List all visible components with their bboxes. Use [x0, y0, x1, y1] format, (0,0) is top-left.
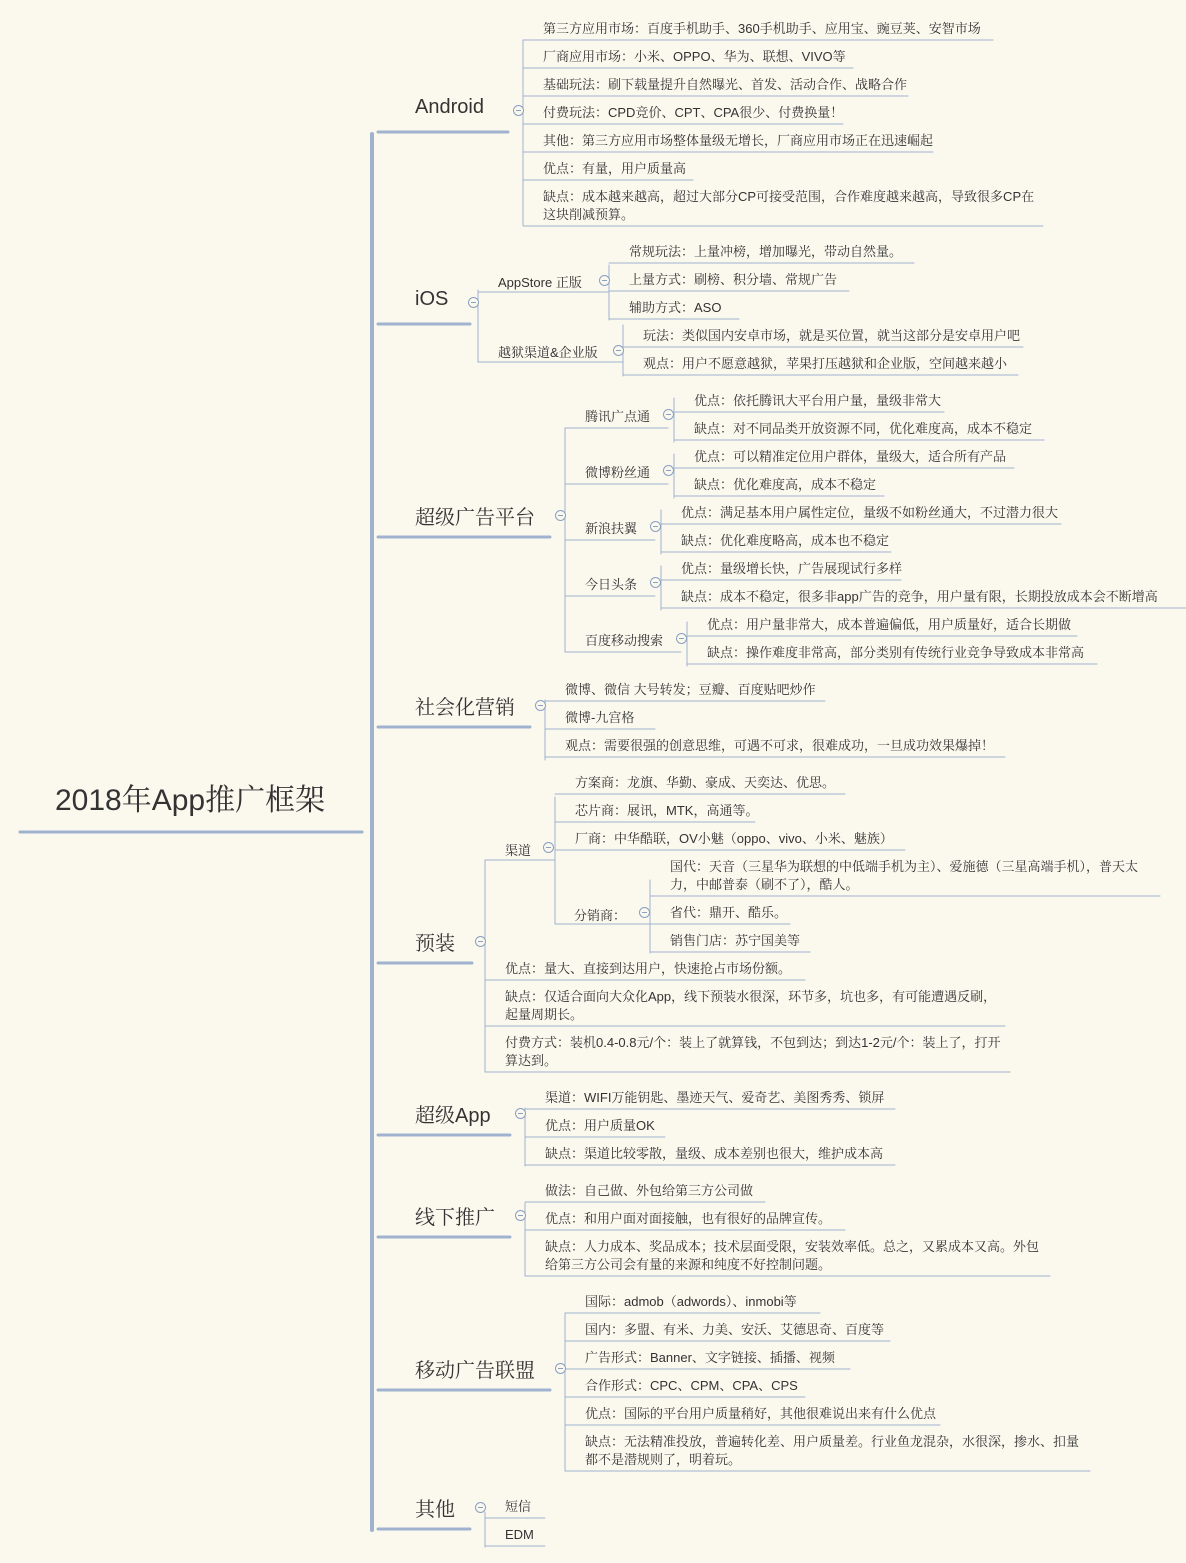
- branch-label-3: 社会化营销: [415, 697, 515, 719]
- adnetwork-leaf: 广告形式：Banner、文字链接、插播、视频: [585, 1350, 835, 1365]
- adnetwork-leaf: 优点：国际的平台用户质量稍好，其他很难说出来有什么优点: [585, 1406, 937, 1421]
- adnetwork-leaf: 国际：admob（adwords）、inmobi等: [585, 1294, 797, 1309]
- branch-label-4: 预装: [415, 933, 455, 955]
- preinstall-leaf: 优点：量大、直接到达用户，快速抢占市场份额。: [505, 961, 792, 976]
- adplatform-leaf: 缺点：优化难度略高，成本也不稳定: [681, 533, 890, 548]
- superapp-leaf: 渠道：WIFI万能钥匙、墨迹天气、爱奇艺、美图秀秀、锁屏: [545, 1090, 885, 1105]
- adplatform-leaf: 优点：用户量非常大，成本普遍偏低，用户质量好，适合长期做: [707, 617, 1072, 632]
- offline-leaf: 优点：和用户面对面接触，也有很好的品牌宣传。: [545, 1211, 832, 1226]
- collapse-superapp-icon[interactable]: [515, 1108, 526, 1119]
- adplatform-leaf: 优点：依托腾讯大平台用户量，量级非常大: [694, 393, 942, 408]
- offline-leaf: 缺点：人力成本、奖品成本；技术层面受限，安装效率低。总之，又累成本又高。外包给第三方公司会有量的来源和纯度不好控制问题。: [545, 1239, 1040, 1272]
- collapse-sub-icon[interactable]: [650, 577, 661, 588]
- adnetwork-leaf: 缺点：无法精准投放，普遍转化差、用户质量差。行业鱼龙混杂，水很深，掺水、扣量都不是潜规则了，明着玩。: [585, 1434, 1080, 1467]
- adplatform-sub: 今日头条: [585, 577, 638, 592]
- jailbreak-leaf: 观点：用户不愿意越狱，苹果打压越狱和企业版，空间越来越小: [643, 356, 1008, 371]
- appstore-leaf: 常规玩法：上量冲榜，增加曝光，带动自然量。: [629, 244, 903, 259]
- distributor-leaf: 省代：鼎开、酷乐。: [670, 905, 788, 920]
- collapse-appstore-icon[interactable]: [599, 275, 610, 286]
- ios-sub-appstore: AppStore 正版: [498, 275, 582, 290]
- distributor-leaf: 国代：天音（三星华为联想的中低端手机为主）、爱施德（三星高端手机），普天太力，中邮普泰（刷不了），酷人。: [670, 859, 1139, 892]
- branch-label-6: 线下推广: [415, 1207, 495, 1229]
- preinstall-leaf: 付费方式：装机0.4-0.8元/个：装上了就算钱，不包到达；到达1-2元/个：装上了，打开算达到。: [505, 1035, 1001, 1068]
- adplatform-leaf: 缺点：操作难度非常高，部分类别有传统行业竞争导致成本非常高: [707, 645, 1085, 660]
- collapse-offline-icon[interactable]: [515, 1210, 526, 1221]
- collapse-distributor-icon[interactable]: [639, 907, 650, 918]
- collapse-other-icon[interactable]: [475, 1502, 486, 1513]
- collapse-adplatform-icon[interactable]: [555, 510, 566, 521]
- social-leaf: 微博-九宫格: [565, 710, 635, 725]
- collapse-preinstall-icon[interactable]: [475, 936, 486, 947]
- adnetwork-leaf: 国内：多盟、有米、力美、安沃、艾德思奇、百度等: [585, 1322, 885, 1337]
- channel-leaf: 厂商：中华酷联，OV小魅（oppo、vivo、小米、魅族）: [575, 831, 893, 846]
- collapse-social-icon[interactable]: [535, 700, 546, 711]
- collapse-android-icon[interactable]: [513, 105, 524, 116]
- other-leaf: EDM: [505, 1527, 534, 1542]
- channel-leaf: 方案商：龙旗、华勤、豪成、天奕达、优思。: [575, 775, 836, 790]
- adplatform-leaf: 优点：可以精准定位用户群体，量级大，适合所有产品: [694, 449, 1007, 464]
- adplatform-sub: 新浪扶翼: [585, 521, 638, 536]
- branch-label-7: 移动广告联盟: [415, 1360, 535, 1382]
- social-leaf: 微博、微信 大号转发；豆瓣、百度贴吧炒作: [565, 682, 816, 697]
- collapse-sub-icon[interactable]: [650, 521, 661, 532]
- adplatform-sub: 百度移动搜索: [585, 633, 664, 648]
- android-leaf: 优点：有量，用户质量高: [543, 161, 687, 176]
- collapse-channel-icon[interactable]: [543, 842, 554, 853]
- social-leaf: 观点：需要很强的创意思维，可遇不可求，很难成功，一旦成功效果爆掉！: [565, 738, 995, 753]
- distributor-leaf: 销售门店：苏宁国美等: [670, 933, 801, 948]
- other-leaf: 短信: [505, 1499, 532, 1514]
- android-leaf: 缺点：成本越来越高，超过大部分CP可接受范围，合作难度越来越高，导致很多CP在这块削减预算。: [543, 189, 1035, 222]
- root-title: 2018年App推广框架: [55, 784, 326, 817]
- collapse-sub-icon[interactable]: [676, 633, 687, 644]
- collapse-sub-icon[interactable]: [663, 409, 674, 420]
- appstore-leaf: 上量方式：刷榜、积分墙、常规广告: [629, 272, 838, 287]
- preinstall-sub-channel: 渠道: [505, 843, 532, 858]
- adplatform-leaf: 缺点：成本不稳定，很多非app广告的竞争，用户量有限，长期投放成本会不断增高: [681, 589, 1158, 604]
- branch-label-1: iOS: [415, 288, 449, 310]
- branch-label-8: 其他: [415, 1499, 455, 1521]
- android-leaf: 厂商应用市场：小米、OPPO、华为、联想、VIVO等: [543, 49, 846, 64]
- collapse-sub-icon[interactable]: [663, 465, 674, 476]
- adplatform-sub: 腾讯广点通: [585, 409, 651, 424]
- adnetwork-leaf: 合作形式：CPC、CPM、CPA、CPS: [585, 1378, 798, 1393]
- ios-sub-jailbreak: 越狱渠道&企业版: [498, 345, 598, 360]
- adplatform-leaf: 缺点：优化难度高，成本不稳定: [694, 477, 877, 492]
- adplatform-leaf: 缺点：对不同品类开放资源不同，优化难度高，成本不稳定: [694, 421, 1033, 436]
- collapse-ios-icon[interactable]: [468, 297, 479, 308]
- appstore-leaf: 辅助方式：ASO: [629, 300, 722, 315]
- android-leaf: 其他：第三方应用市场整体量级无增长，厂商应用市场正在迅速崛起: [543, 133, 934, 148]
- adplatform-sub: 微博粉丝通: [585, 465, 651, 480]
- collapse-adnetwork-icon[interactable]: [555, 1363, 566, 1374]
- offline-leaf: 做法：自己做、外包给第三方公司做: [545, 1183, 754, 1198]
- collapse-jailbreak-icon[interactable]: [613, 345, 624, 356]
- adplatform-leaf: 优点：满足基本用户属性定位，量级不如粉丝通大，不过潜力很大: [681, 505, 1059, 520]
- superapp-leaf: 缺点：渠道比较零散，量级、成本差别也很大，维护成本高: [545, 1146, 884, 1161]
- channel-sub-distributor: 分销商：: [574, 908, 627, 923]
- android-leaf: 第三方应用市场：百度手机助手、360手机助手、应用宝、豌豆荚、安智市场: [543, 21, 981, 36]
- branch-label-0: Android: [415, 96, 484, 118]
- branch-label-5: 超级App: [415, 1105, 491, 1127]
- superapp-leaf: 优点：用户质量OK: [545, 1118, 655, 1133]
- android-leaf: 付费玩法：CPD竞价、CPT、CPA很少、付费换量！: [543, 105, 844, 120]
- jailbreak-leaf: 玩法：类似国内安卓市场，就是买位置，就当这部分是安卓用户吧: [643, 328, 1021, 343]
- android-leaf: 基础玩法：刷下载量提升自然曝光、首发、活动合作、战略合作: [543, 77, 908, 92]
- channel-leaf: 芯片商：展讯，MTK，高通等。: [575, 803, 759, 818]
- adplatform-leaf: 优点：量级增长快，广告展现试行多样: [681, 561, 903, 576]
- preinstall-leaf: 缺点：仅适合面向大众化App，线下预装水很深，环节多，坑也多，有可能遭遇反刷，起量周期长。: [505, 989, 997, 1022]
- branch-label-2: 超级广告平台: [415, 507, 535, 529]
